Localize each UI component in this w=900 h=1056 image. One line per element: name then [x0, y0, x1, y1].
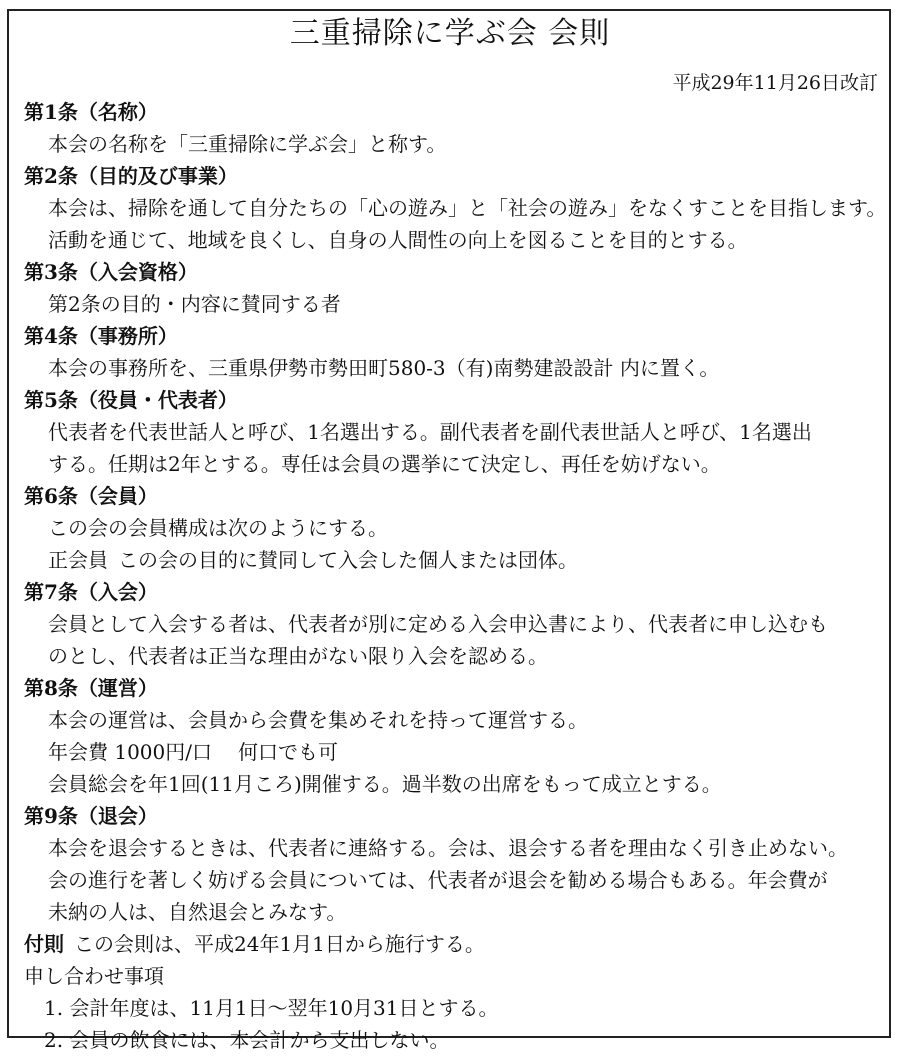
article-9-text-2: 会の進行を著しく妨げる会員については、代表者が退会を勧める場合もある。年会費が — [48, 868, 828, 892]
supplementary-text: この会則は、平成24年1月1日から施行する。 — [74, 932, 485, 956]
article-8-text-1: 本会の運営は、会員から会費を集めそれを持って運営する。 — [48, 708, 588, 732]
revision-date: 平成29年11月26日改訂 — [672, 72, 878, 94]
supplementary-provision — [24, 928, 874, 960]
article-3-heading: 第3条（入会資格） — [24, 260, 198, 284]
article-2-text-1: 本会は、掃除を通して自分たちの「心の遊み」と「社会の遊み」をなくすことを目指します。 — [48, 196, 887, 220]
article-5-text-2: する。任期は2年とする。専任は会員の選挙にて決定し、再任を妨げない。 — [48, 452, 721, 476]
document-body — [24, 96, 887, 1056]
article-6-text-1: この会の会員構成は次のようにする。 — [48, 516, 388, 540]
article-8-heading: 第8条（運営） — [24, 676, 158, 700]
article-7-text-1: 会員として入会する者は、代表者が別に定める入会申込書により、代表者に申し込むも — [48, 612, 828, 636]
article-1-heading: 第1条（名称） — [24, 100, 158, 124]
article-7-heading: 第7条（入会） — [24, 580, 158, 604]
agreement-item-1: 1. 会計年度は、11月1日～翌年10月31日とする。 — [44, 996, 499, 1020]
article-8-text-3: 会員総会を年1回(11月ころ)開催する。過半数の出席をもって成立とする。 — [48, 772, 722, 796]
supplementary-label: 付則 — [24, 932, 64, 956]
member-type-description: この会の目的に賛同して入会した個人または団体。 — [118, 548, 578, 572]
article-9-text-3: 未納の人は、自然退会とみなす。 — [48, 900, 347, 924]
article-2-heading: 第2条（目的及び事業） — [24, 164, 238, 188]
annual-fee: 年会費 1000円/口 — [48, 740, 212, 764]
article-9-heading: 第9条（退会） — [24, 804, 158, 828]
article-8-text-2 — [24, 736, 874, 768]
document-title: 三重掃除に学ぶ会 会則 — [289, 16, 611, 51]
article-4-heading: 第4条（事務所） — [24, 324, 178, 348]
article-2-text-2: 活動を通じて、地域を良くし、自身の人間性の向上を図ることを目的とする。 — [48, 228, 748, 252]
article-6-text-2 — [24, 544, 874, 576]
article-4-text: 本会の事務所を、三重県伊勢市勢田町580-3（有)南勢建設設計 内に置く。 — [48, 356, 720, 380]
member-type-label: 正会員 — [48, 548, 108, 572]
article-7-text-2: のとし、代表者は正当な理由がない限り入会を認める。 — [48, 644, 548, 668]
article-3-text: 第2条の目的・内容に賛同する者 — [48, 292, 341, 316]
article-1-text: 本会の名称を「三重掃除に学ぶ会」と称す。 — [48, 132, 447, 156]
article-5-heading: 第5条（役員・代表者） — [24, 388, 238, 412]
article-5-text-1: 代表者を代表世話人と呼び、1名選出する。副代表者を副代表世話人と呼び、1名選出 — [48, 420, 812, 444]
article-9-text-1: 本会を退会するときは、代表者に連絡する。会は、退会する者を理由なく引き止めない。 — [48, 836, 848, 860]
annual-fee-note: 何口でも可 — [238, 740, 338, 764]
agreements-heading: 申し合わせ事項 — [24, 964, 164, 988]
agreement-item-2: 2. 会員の飲食には、本会計から支出しない。 — [44, 1028, 450, 1052]
article-6-heading: 第6条（会員） — [24, 484, 158, 508]
